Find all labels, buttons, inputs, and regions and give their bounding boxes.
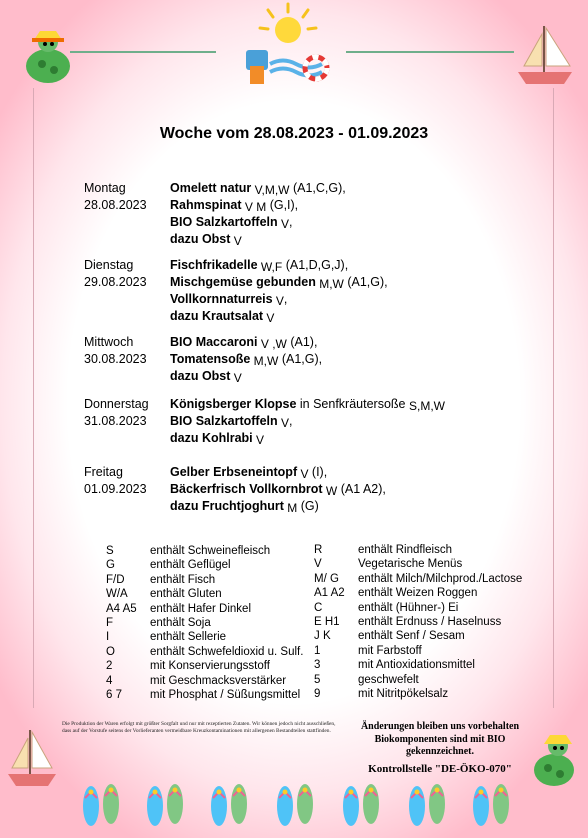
legend-text: enthält Gluten (150, 588, 222, 601)
menu-line (170, 396, 445, 413)
dish-tags: V (277, 416, 290, 430)
dish-name: Tomatensoße (170, 352, 251, 366)
legend-code: M/ G (314, 572, 339, 585)
legend-code: 1 (314, 644, 321, 657)
legend-text: enthält Geflügel (150, 559, 231, 572)
legend-text: mit Farbstoff (358, 644, 422, 657)
legend-text: enthält Schweinefleisch (150, 545, 271, 557)
dish-name: dazu Obst (170, 369, 231, 383)
legend-code: 5 (314, 673, 321, 686)
top-divider-left (70, 51, 216, 53)
frame-line-left (33, 88, 34, 708)
legend-code: F (106, 616, 114, 629)
legend-code: R (314, 544, 323, 556)
legend-code: A4 A5 (106, 602, 137, 615)
legend-text: enthält Sellerie (150, 631, 227, 644)
dish-name: Fischfrikadelle (170, 258, 258, 272)
legend-text: enthält Fisch (150, 573, 216, 586)
dish-tags: V,M,W (251, 183, 290, 197)
dish-name: Vollkornnaturreis (170, 292, 273, 306)
legend-row (106, 616, 311, 630)
legend-row (314, 543, 549, 557)
menu-line (170, 413, 445, 430)
legend-row (106, 674, 311, 688)
allergen-codes: (A1 A2), (337, 482, 386, 496)
day-date: 30.08.2023 (84, 352, 147, 366)
day-date: 29.08.2023 (84, 275, 147, 289)
flipflop-icon (78, 778, 124, 830)
allergen-codes: , (283, 292, 288, 306)
dish-name: dazu Kohlrabi (170, 431, 253, 445)
menu-line (170, 274, 388, 291)
legend-row (314, 601, 549, 615)
flipflop-icon (206, 778, 252, 830)
menu-line (170, 351, 322, 368)
legend-row (314, 658, 549, 672)
legend-row (314, 572, 549, 586)
legend-text: enthält Milch/Milchprod./Lactose (358, 572, 523, 585)
legend-row (314, 687, 549, 701)
day-menu (170, 257, 388, 325)
legend-text: mit Konservierungsstoff (150, 660, 270, 673)
day-date: 31.08.2023 (84, 414, 147, 428)
legend-row (106, 602, 311, 616)
dish-name: Bäckerfrisch Vollkornbrot (170, 482, 323, 496)
menu-line (170, 368, 322, 385)
legend-text: enthält Hafer Dinkel (150, 602, 251, 615)
dish-name: dazu Obst (170, 232, 231, 246)
sailboat-illustration (514, 22, 576, 88)
day-name: Donnerstag (84, 397, 149, 411)
legend-text: enthält Schwefeldioxid u. Sulf. (150, 645, 304, 658)
dish-name: dazu Krautsalat (170, 309, 264, 323)
legend-row (106, 587, 311, 601)
dish-name: Gelber Erbseneintopf (170, 465, 298, 479)
dish-tags: V (230, 371, 242, 385)
menu-line (170, 498, 386, 515)
legend-code: 3 (314, 659, 321, 672)
legend-code: A1 A2 (314, 587, 345, 600)
day-menu (170, 396, 445, 447)
allergen-codes: , (289, 215, 293, 229)
legend-code: F/D (106, 573, 125, 586)
allergen-codes: (I), (308, 465, 328, 479)
legend-row (314, 673, 549, 687)
dish-tags: V (297, 467, 309, 481)
legend-code: 4 (106, 674, 113, 687)
legend-row (314, 644, 549, 658)
allergen-codes: , (289, 414, 293, 428)
dish-name: BIO Salzkartoffeln (170, 414, 278, 428)
dish-tags: V M (241, 200, 267, 214)
dish-tags: M (283, 501, 298, 515)
sun-beach-illustration (238, 2, 338, 92)
legend-text: geschwefelt (358, 673, 419, 686)
sailboat-illustration-bottom (6, 726, 58, 792)
menu-line (170, 180, 346, 197)
allergen-codes: (A1,C,G), (289, 181, 346, 195)
allergen-codes: (A1,D,G,J), (282, 258, 349, 272)
dish-tags: W (322, 484, 338, 498)
dish-tags: V (230, 234, 242, 248)
legend-right (314, 543, 549, 701)
menu-line (170, 291, 388, 308)
page-title: Woche vom 28.08.2023 - 01.09.2023 (159, 125, 429, 142)
legend-text: mit Phosphat / Süßungsmittel (150, 688, 301, 701)
legend-row (106, 544, 311, 558)
menu-line (170, 257, 388, 274)
legend-code: V (314, 558, 322, 571)
changes-notice-text: Änderungen bleiben uns vorbehalten Biokomponenten sind mit BIO gekennzeichnet. (360, 721, 520, 757)
turtle-illustration-bottom (528, 730, 584, 790)
legend-code: W/A (106, 588, 128, 601)
day-label (84, 334, 147, 368)
legend-row (314, 557, 549, 571)
allergen-codes: (G,I), (266, 198, 299, 212)
top-divider-right (346, 51, 514, 53)
menu-line (170, 214, 346, 231)
flipflop-icon (142, 778, 188, 830)
legend-row (106, 558, 311, 572)
menu-line (170, 308, 388, 325)
menu-line (170, 464, 386, 481)
dish-tags: M,W (250, 354, 279, 368)
dish-suffix: in Senfkräutersoße (296, 397, 409, 411)
turtle-illustration (18, 26, 80, 88)
frame-line-right (553, 88, 554, 708)
flipflop-icon (338, 778, 384, 830)
legend-row (314, 629, 549, 643)
menu-line (170, 430, 445, 447)
flipflop-icon (272, 778, 318, 830)
dish-tags: S,M,W (408, 399, 445, 413)
legend-code: C (314, 601, 323, 614)
legend-text: enthält Soja (150, 616, 211, 629)
changes-notice (345, 721, 535, 775)
legend-row (106, 659, 311, 673)
dish-tags: V (272, 294, 284, 308)
dish-tags: W,F (257, 260, 283, 274)
legend-text: mit Nitritpökelsalz (358, 687, 449, 700)
legend-row (314, 586, 549, 600)
flipflop-icon (468, 778, 514, 830)
dish-name: BIO Maccaroni (170, 335, 258, 349)
day-name: Montag (84, 181, 126, 195)
day-name: Freitag (84, 465, 123, 479)
legend-row (106, 630, 311, 644)
legend-code: 2 (106, 660, 113, 673)
day-menu (170, 180, 346, 248)
legend-code: E H1 (314, 615, 340, 628)
legend-code: 9 (314, 687, 321, 700)
dish-name: Omelett natur (170, 181, 252, 195)
dish-name: dazu Fruchtjoghurt (170, 499, 284, 513)
legend-text: enthält Senf / Sesam (358, 630, 465, 643)
legend-left (106, 544, 311, 702)
legend-text: enthält Erdnuss / Haselnuss (358, 615, 502, 628)
legend-code: G (106, 559, 115, 572)
day-date: 28.08.2023 (84, 198, 147, 212)
legend-row (106, 688, 311, 702)
legend-code: S (106, 545, 114, 557)
legend-text: mit Geschmacksverstärker (150, 674, 287, 687)
day-label (84, 257, 147, 291)
dish-name: BIO Salzkartoffeln (170, 215, 278, 229)
dish-tags: V (252, 433, 264, 447)
kontrollstelle: Kontrollstelle "DE-ÖKO-070" (368, 762, 512, 775)
allergen-codes: (A1,G), (278, 352, 323, 366)
legend-text: mit Antioxidationsmittel (358, 659, 475, 672)
allergen-codes: (A1), (286, 335, 318, 349)
legend-code: O (106, 645, 115, 658)
legend-text: enthält Rindfleisch (358, 544, 452, 556)
day-label (84, 396, 149, 430)
allergen-codes: (G) (297, 499, 319, 513)
dish-tags: V (277, 217, 290, 231)
dish-tags: M,W (315, 277, 344, 291)
day-name: Dienstag (84, 258, 134, 272)
menu-line (170, 334, 322, 351)
day-name: Mittwoch (84, 335, 134, 349)
legend-text: enthält Weizen Roggen (358, 587, 478, 600)
legend-text: Vegetarische Menüs (358, 558, 463, 571)
dish-tags: V (263, 311, 275, 325)
day-label (84, 180, 147, 214)
day-menu (170, 334, 322, 385)
legend-row (106, 645, 311, 659)
day-label (84, 464, 147, 498)
legend-code: I (106, 631, 110, 644)
legend-text: enthält (Hühner-) Ei (358, 601, 459, 614)
dish-name: Mischgemüse gebunden (170, 275, 316, 289)
allergen-disclaimer: Die Produktion der Waren erfolgt mit größter Sorgfalt und nur mit rezeptierten Zutaten. Wir können jedoch nicht ausschließen, dass auf der Vorstufe seitens der Vorlieferanten vermeidbare Kreuzkontaminationen mit allergenen Bestandteilen stattfinden. (62, 721, 336, 735)
day-menu (170, 464, 386, 515)
dish-name: Königsberger Klopse (170, 397, 297, 411)
legend-row (314, 615, 549, 629)
legend-row (106, 573, 311, 587)
dish-tags: V ,W (257, 337, 287, 351)
menu-line (170, 481, 386, 498)
day-date: 01.09.2023 (84, 482, 147, 496)
dish-name: Rahmspinat (170, 198, 242, 212)
menu-line (170, 197, 346, 214)
allergen-codes: (A1,G), (343, 275, 388, 289)
flipflop-icon (404, 778, 450, 830)
legend-code: J K (314, 630, 331, 643)
legend-code: 6 7 (106, 688, 122, 701)
menu-line (170, 231, 346, 248)
